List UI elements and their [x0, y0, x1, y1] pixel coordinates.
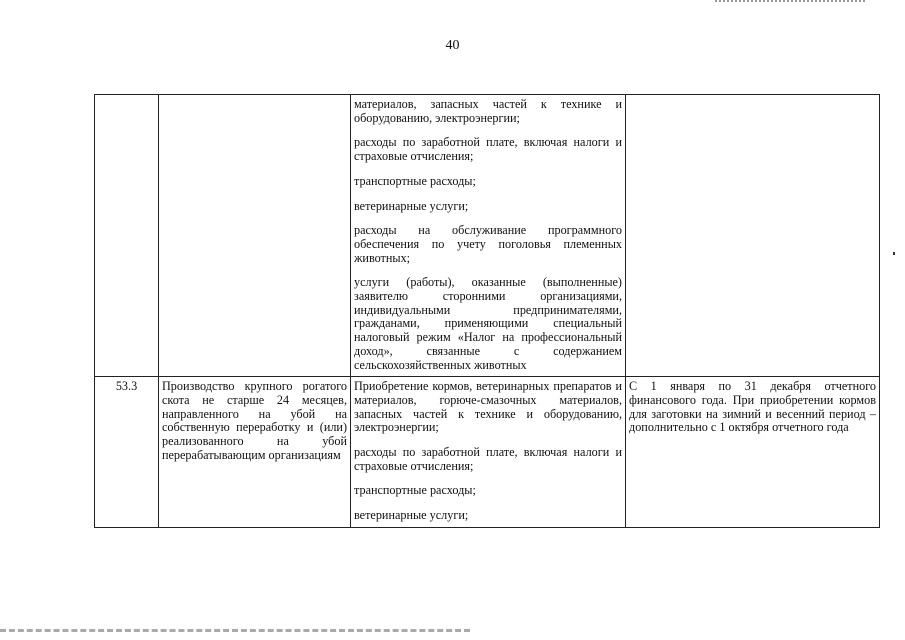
expenses-cell: [351, 95, 626, 377]
expense-item: услуги (работы), оказанные (выполненные) заявителю сторонними организациями, индивидуальными предпринимателями, гражданами, применяющими специальный налоговый режим «Налог на профессиональный доход», связанные с содержанием сельскохозяйственных животных: [354, 275, 622, 372]
expense-item: ветеринарные услуги;: [354, 198, 469, 213]
activity-cell: [159, 95, 351, 377]
expense-item: Приобретение кормов, ветеринарных препаратов и материалов, горюче-смазочных материалов, запасных частей к технике и оборудованию, электроэнергии;: [354, 379, 622, 435]
row-number-cell: [95, 95, 159, 377]
expense-item: материалов, запасных частей к технике и оборудованию, электроэнергии;: [354, 97, 622, 125]
expense-item: транспортные расходы;: [354, 483, 476, 498]
table-row: [95, 95, 880, 377]
expense-item: расходы на обслуживание программного обеспечения по учету поголовья племенных животных;: [354, 223, 622, 265]
expenses-cell: [351, 377, 626, 528]
period-cell: С 1 января по 31 декабря отчетного финансового года. При приобретении кормов для заготовки на зимний и весенний период – дополнительно с 1 октября отчетного года: [626, 377, 880, 528]
table-row: [95, 377, 880, 528]
expense-item: транспортные расходы;: [354, 173, 476, 188]
expense-item: ветеринарные услуги;: [354, 508, 469, 523]
expenses-table: [94, 94, 880, 528]
activity-cell: Производство крупного рогатого скота не старше 24 месяцев, направленного на убой на собственную переработку и (или) реализованного на убой перерабатывающим организациям: [159, 377, 351, 528]
scan-speck: [893, 252, 895, 255]
page-number: 40: [445, 38, 460, 53]
scan-artifact-top: [715, 0, 865, 5]
period-cell: [626, 95, 880, 377]
scan-artifact-bottom: [0, 629, 470, 636]
row-number-cell: 53.3: [95, 377, 159, 528]
expense-item: расходы по заработной плате, включая налоги и страховые отчисления;: [354, 135, 622, 164]
expense-item: расходы по заработной плате, включая налоги и страховые отчисления;: [354, 445, 622, 473]
